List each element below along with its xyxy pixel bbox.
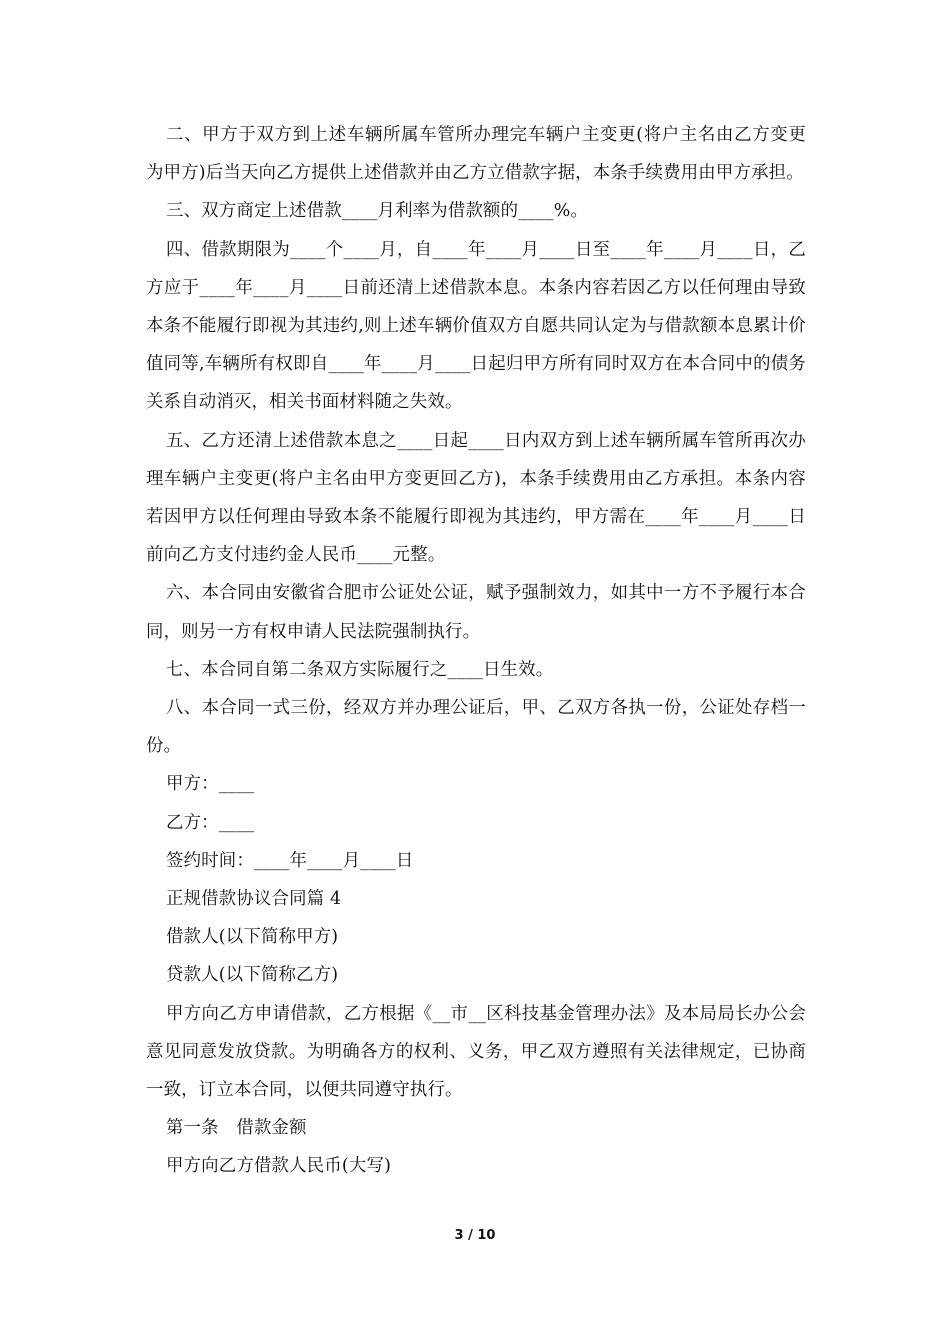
- article-1-heading: 第一条 借款金额: [166, 1118, 307, 1139]
- preamble-paragraph: 甲方向乙方申请借款，乙方根据《__市__区科技基金管理办法》及本局局长办公会意见同意发放贷款。为明确各方的权利、义务，甲乙双方遵照有关法律规定，已协商一致，订立本合同，以便共同遵守执行。: [146, 1003, 806, 1101]
- signing-date-line: 签约时间：____年____月____日: [166, 850, 414, 871]
- clause-6-paragraph: 六、本合同由安徽省合肥市公证处公证，赋予强制效力，如其中一方不予履行本合同，则另一方有权申请人民法院强制执行。: [146, 583, 806, 642]
- page-number: 3 / 10: [454, 1228, 496, 1243]
- clause-7-paragraph: 七、本合同自第二条双方实际履行之____日生效。: [166, 659, 554, 680]
- party-b-signature-line: 乙方：____: [166, 812, 255, 833]
- document-body: [146, 116, 806, 1186]
- clause-2-paragraph: 二、甲方于双方到上述车辆所属车管所办理完车辆户主变更(将户主名由乙方变更为甲方)后当天向乙方提供上述借款并由乙方立借款字据，本条手续费用由甲方承担。: [146, 125, 806, 184]
- clause-3-paragraph: 三、双方商定上述借款____月利率为借款额的____%。: [166, 201, 589, 222]
- borrower-line: 借款人(以下简称甲方): [166, 927, 339, 948]
- lender-line: 贷款人(以下简称乙方): [166, 965, 339, 986]
- loan-amount-line: 甲方向乙方借款人民币(大写): [166, 1156, 392, 1177]
- clause-8-paragraph: 八、本合同一式三份，经双方并办理公证后，甲、乙双方各执一份，公证处存档一份。: [146, 698, 806, 757]
- clause-4-paragraph: 四、借款期限为____个____月，自____年____月____日至____年____月____日，乙方应于____年____月____日前还清上述借款本息。本条内容若因乙方以任何理由导致本条不能履行即视为其违约,则上述车辆价值双方自愿共同认定为与借款额本息累计价值同等,车辆所有权即自____年____月____日起归甲方所有同时双方在本合同中的债务关系自动消灭，相关书面材料随之失效。: [146, 239, 806, 413]
- party-a-signature-line: 甲方：____: [166, 774, 255, 795]
- section-heading: 正规借款协议合同篇 4: [166, 889, 342, 910]
- clause-5-paragraph: 五、乙方还清上述借款本息之____日起____日内双方到上述车辆所属车管所再次办理车辆户主变更(将户主名由甲方变更回乙方)，本条手续费用由乙方承担。本条内容若因甲方以任何理由导致本条不能履行即视为其违约，甲方需在____年____月____日前向乙方支付违约金人民币____元整。: [146, 430, 806, 566]
